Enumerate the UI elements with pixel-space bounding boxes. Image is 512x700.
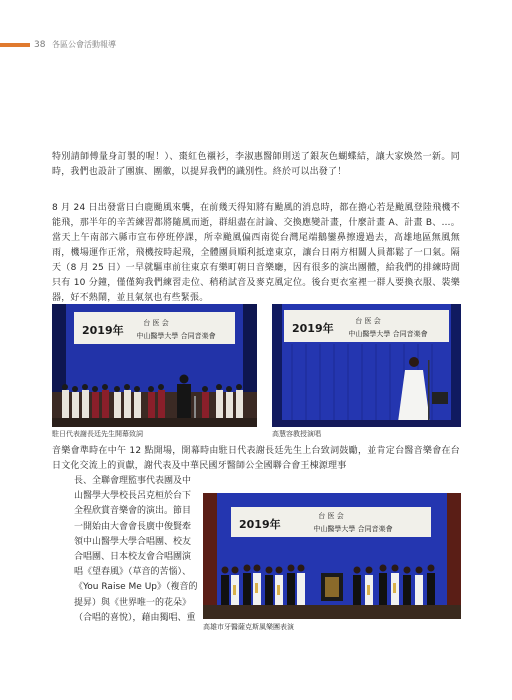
wrap-line: 山醫學大學校長呂克桓於台下 <box>74 491 192 502</box>
wrap-line: （合唱的喜悅），藉由獨唱、重 <box>74 612 196 623</box>
wrap-line: 《You Raise Me Up》（複音的 <box>74 582 198 593</box>
wrap-line: 合唱團、日本校友會合唱團演 <box>74 552 192 563</box>
banner-year: 2019年 <box>82 324 124 337</box>
stage-photo-2 <box>272 304 461 427</box>
caption-photo-2: 高慧容教授演唱 <box>272 430 321 438</box>
banner-year: 2019年 <box>239 518 281 531</box>
paragraph-2: 8 月 24 日出發當日白鹿颱風來襲，在前幾天得知將有颱風的消息時，都在擔心若是颱風登陸飛機不能飛，那半年的辛苦練習都將隨風而逝，群組盡在討論、交換應變計畫，什麼計畫 A、計畫 B、…。當天上午南部六縣市宣布停班停課，所幸颱風偏西南從台灣尾端鵝鑾鼻擦邊過去，高雄地區無風無雨，機場運作正常，飛機按時起飛，全體團員順利抵達東京，讓台日兩方相關人員都鬆了一口氣。隔天（8 月 25 日）一早就驅車前往東京有樂町朝日音樂廳，因有很多的演出團體，給我們的排練時間只有 10 分鐘，僅僅夠我們練習走位、稍稍試音及麥克風定位。後台更衣室裡一群人要換衣服、裝樂器，好不熱鬧，並且氣氛也有些緊張。 <box>52 203 460 303</box>
caption-photo-1: 駐日代表謝長廷先生開幕致詞 <box>52 430 143 438</box>
wrap-line: 長、全聯會理監事代表團及中 <box>74 476 192 486</box>
page-header <box>0 38 512 52</box>
wrap-line: 唱《望春風》（草音的苦惱）、 <box>74 567 192 578</box>
paragraph-3: 音樂會準時在中午 12 點開場，開幕時由駐日代表謝長廷先生上台致詞鼓勵，並肯定台醫音樂會在台日文化交流上的貢獻，謝代表及中華民國牙醫師公全國聯合會王棟源理事 <box>52 446 460 471</box>
wrapped-paragraph <box>74 474 199 626</box>
section-title: 各區公會活動報導 <box>52 40 116 49</box>
wrap-line: 全程欣賞音樂會的演出。節目 <box>74 506 192 517</box>
stage-photo-3 <box>203 493 461 619</box>
banner-title: 中山醫學大學 合同音楽會 <box>313 525 393 533</box>
wrap-line: 一開始由大會會長廣中俊賢牽 <box>74 521 192 532</box>
wrap-line: 提昇）與《世界唯一的花朵》 <box>74 597 192 608</box>
banner-org: 台 医 会 <box>143 319 169 327</box>
caption-photo-3: 高雄市牙醫薩克斯風樂團表演 <box>203 623 294 631</box>
photo-saxophone-band <box>203 493 461 619</box>
banner-year: 2019年 <box>292 322 334 335</box>
banner-org: 台 医 会 <box>318 512 344 520</box>
banner-title: 中山醫學大學 合同音楽會 <box>348 330 428 338</box>
stage-photo-1 <box>52 304 257 427</box>
photo-opening-speech <box>52 304 257 427</box>
photo-soloist <box>272 304 461 427</box>
page-number: 38 <box>34 40 46 50</box>
banner-org: 台 医 会 <box>355 317 381 325</box>
banner-title: 中山醫學大學 合同音楽會 <box>136 332 216 340</box>
paragraph-1: 特別請師傅量身訂製的喔！）、棗紅色襯衫，李淑惠醫師則送了銀灰色蝴蝶結，讓大家煥然一新。同時，我們也設計了團旗、團徽，以提昇我們的識別性。終於可以出發了！ <box>52 152 460 177</box>
wrap-line: 領中山醫學大學合唱團、校友 <box>74 536 192 547</box>
header-accent-bar <box>0 43 30 47</box>
